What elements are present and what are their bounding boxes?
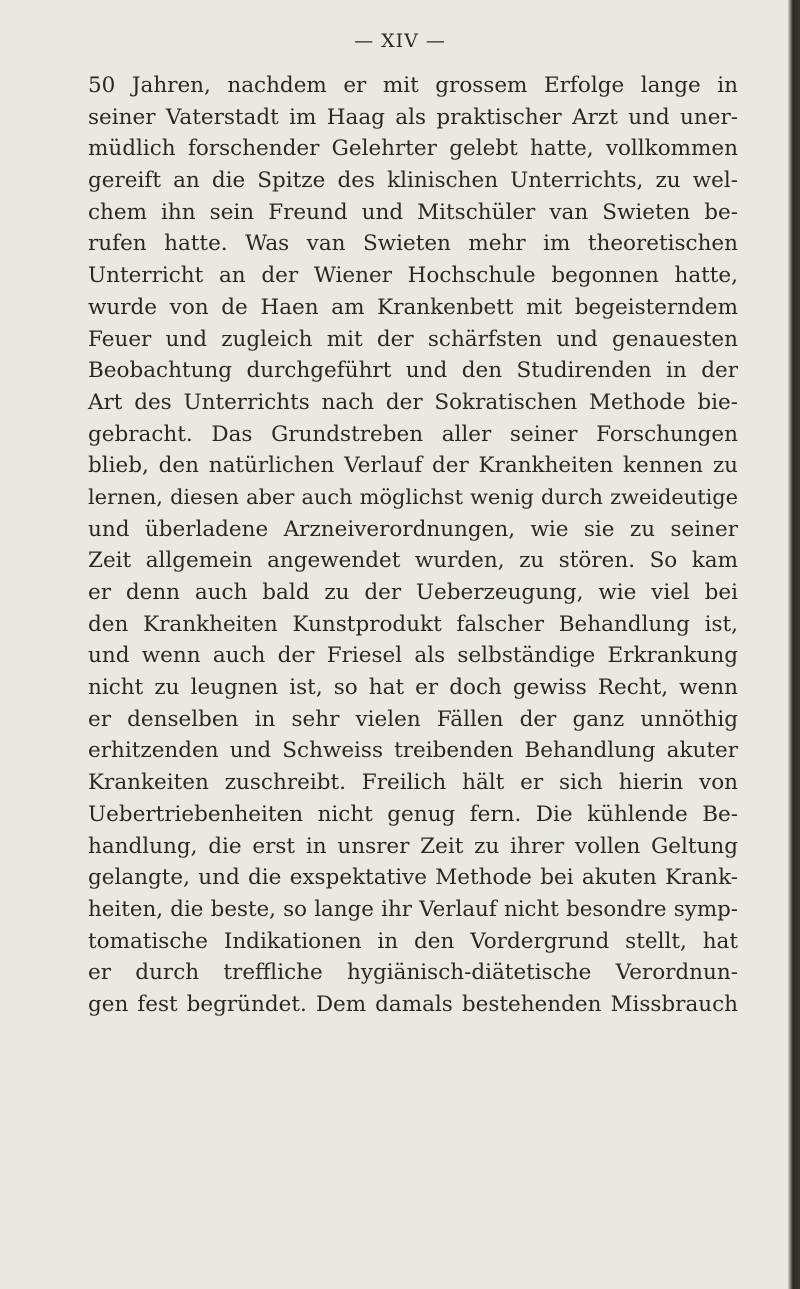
text-line: gen fest begründet. Dem damals bestehenden Missbrauch <box>88 991 738 1017</box>
page-number: — XIV — <box>354 30 446 52</box>
text-line: 50 Jahren, nachdem er mit grossem Erfolge lange in <box>88 73 738 98</box>
text-line: rufen hatte. Was van Swieten mehr im theoretischen <box>88 231 738 257</box>
text-line: gereift an die Spitze des klinischen Unterrichts, zu wel- <box>88 168 738 194</box>
text-line: Art des Unterrichts nach der Sokratischen Methode bie- <box>88 389 738 415</box>
text-line: tomatische Indikationen in den Vordergrund stellt, hat <box>88 928 738 954</box>
text-line: chem ihn sein Freund und Mitschüler van Swieten be- <box>88 199 738 225</box>
text-line: Uebertriebenheiten nicht genug fern. Die kühlende Be- <box>88 801 738 827</box>
body-text <box>88 70 738 1021</box>
text-line: Beobachtung durchgeführt und den Studirenden in der <box>88 358 738 384</box>
text-line: blieb, den natürlichen Verlauf der Krankheiten kennen zu <box>88 453 738 479</box>
text-line: Feuer und zugleich mit der schärfsten und genauesten <box>88 326 738 352</box>
text-line: Zeit allgemein angewendet wurden, zu stören. So kam <box>88 548 738 574</box>
text-line: den Krankheiten Kunstprodukt falscher Behandlung ist, <box>88 611 738 637</box>
text-line: nicht zu leugnen ist, so hat er doch gewiss Recht, wenn <box>88 675 738 701</box>
text-line: erhitzenden und Schweiss treibenden Behandlung akuter <box>88 738 738 764</box>
text-line: seiner Vaterstadt im Haag als praktischer Arzt und uner- <box>88 104 738 130</box>
text-line: handlung, die erst in unsrer Zeit zu ihrer vollen Geltung <box>88 833 738 859</box>
text-line: gebracht. Das Grundstreben aller seiner Forschungen <box>88 421 738 447</box>
text-line: wurde von de Haen am Krankenbett mit begeisterndem <box>88 294 738 320</box>
text-line: heiten, die beste, so lange ihr Verlauf nicht besondre symp- <box>88 896 738 922</box>
text-line: gelangte, und die exspektative Methode bei akuten Krank- <box>88 865 738 891</box>
text-line: Unterricht an der Wiener Hochschule begonnen hatte, <box>88 263 738 289</box>
text-line: lernen, diesen aber auch möglichst wenig durch zweideutige <box>88 484 738 509</box>
text-line: er durch treffliche hygiänisch-diätetische Verordnun- <box>88 960 738 986</box>
text-line: er denselben in sehr vielen Fällen der ganz unnöthig <box>88 706 738 732</box>
text-line: und überladene Arzneiverordnungen, wie sie zu seiner <box>88 516 738 542</box>
text-line: er denn auch bald zu der Ueberzeugung, wie viel bei <box>88 580 738 605</box>
text-line: und wenn auch der Friesel als selbständige Erkrankung <box>88 643 738 669</box>
text-line: Krankeiten zuschreibt. Freilich hält er sich hierin von <box>88 770 738 796</box>
book-edge <box>788 0 800 1289</box>
text-line: müdlich forschender Gelehrter gelebt hatte, vollkommen <box>88 136 738 162</box>
